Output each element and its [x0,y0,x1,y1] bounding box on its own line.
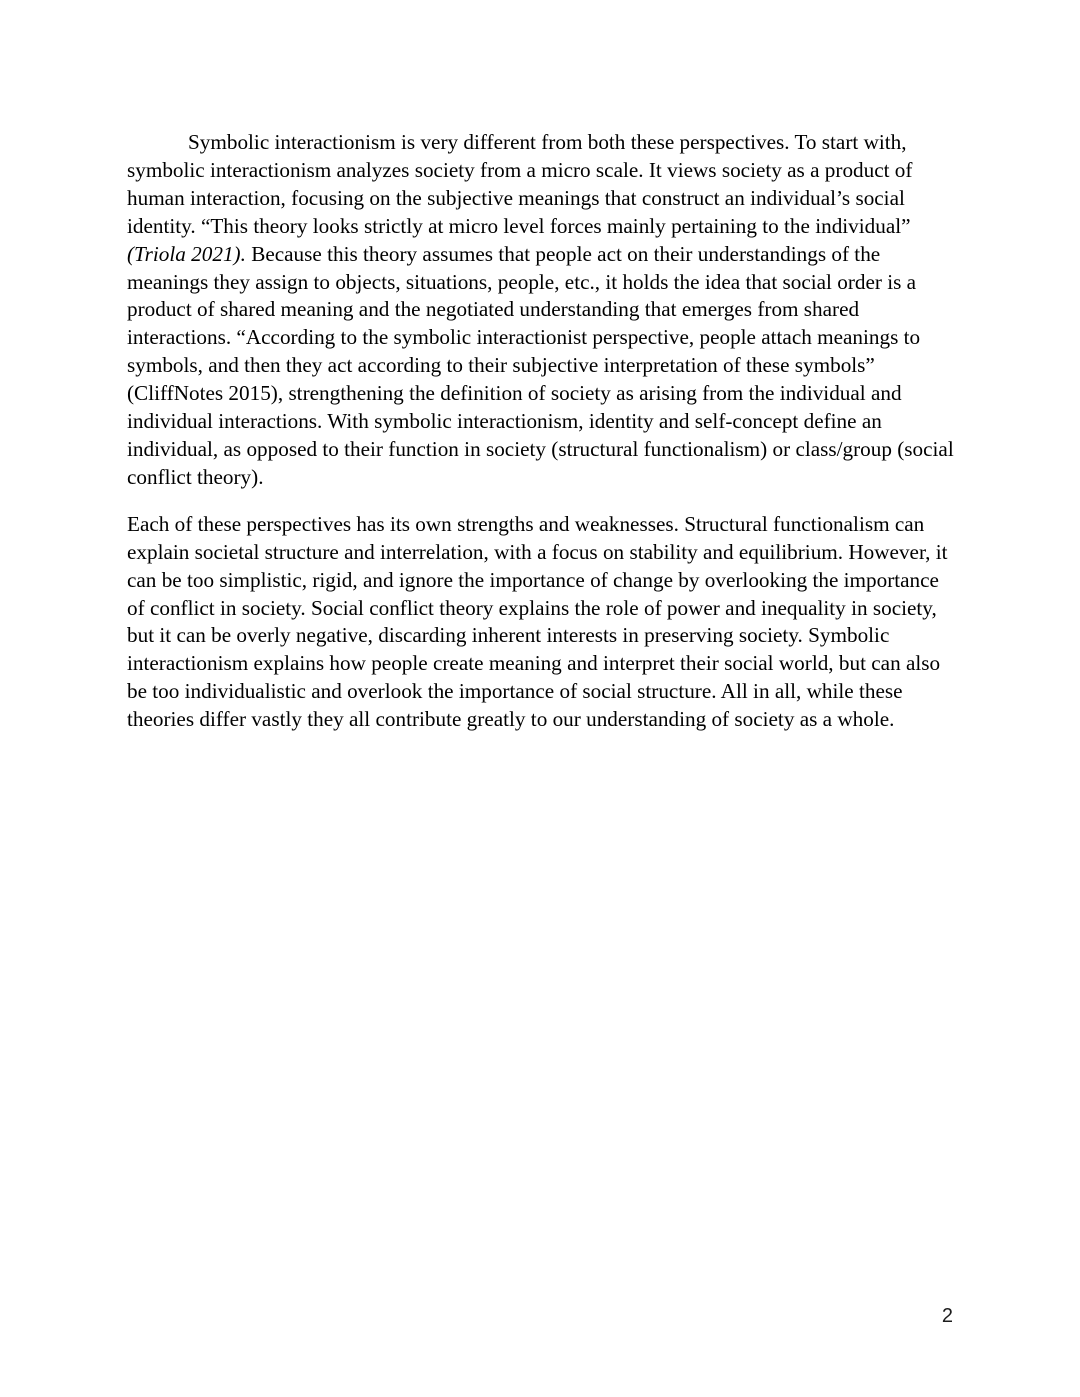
paragraph-text-segment: Symbolic interactionism is very different from both these perspectives. To start with, symbolic interactionism analyzes society from a micro scale. It views society as a product of human interaction, focusing on the subjective meanings that construct an individual’s social identity. “This theory looks strictly at micro level forces mainly pertaining to the individual” [127,130,913,238]
paragraph-symbolic-interactionism [127,129,954,492]
page-text-block [127,129,954,734]
paragraph-text-segment: Because this theory assumes that people act on their understandings of the meanings they assign to objects, situations, people, etc., it holds the idea that social order is a product of shared meaning and the negotiated understanding that emerges from shared interactions. “According to the symbolic interactionist perspective, people attach meanings to symbols, and then they act according to their subjective interpretation of these symbols” (CliffNotes 2015), strengthening the definition of society as arising from the individual and individual interactions. With symbolic interactionism, identity and self-concept define an individual, as opposed to their function in society (structural functionalism) or class/group (social conflict theory). [127,241,954,489]
page-number: 2 [941,1305,953,1327]
citation-triola-italic: (Triola 2021). [127,241,246,266]
paragraph-perspectives-summary: Each of these perspectives has its own strengths and weaknesses. Structural functionalism can explain societal structure and interrelation, with a focus on stability and equilibrium. However, it can be too simplistic, rigid, and ignore the importance of change by overlooking the importance of conflict in society. Social conflict theory explains the role of power and inequality in society, but it can be overly negative, discarding inherent interests in preserving society. Symbolic interactionism explains how people create meaning and interpret their social world, but can also be too individualistic and overlook the importance of social structure. All in all, while these theories differ vastly they all contribute greatly to our understanding of society as a whole. [127,511,948,732]
